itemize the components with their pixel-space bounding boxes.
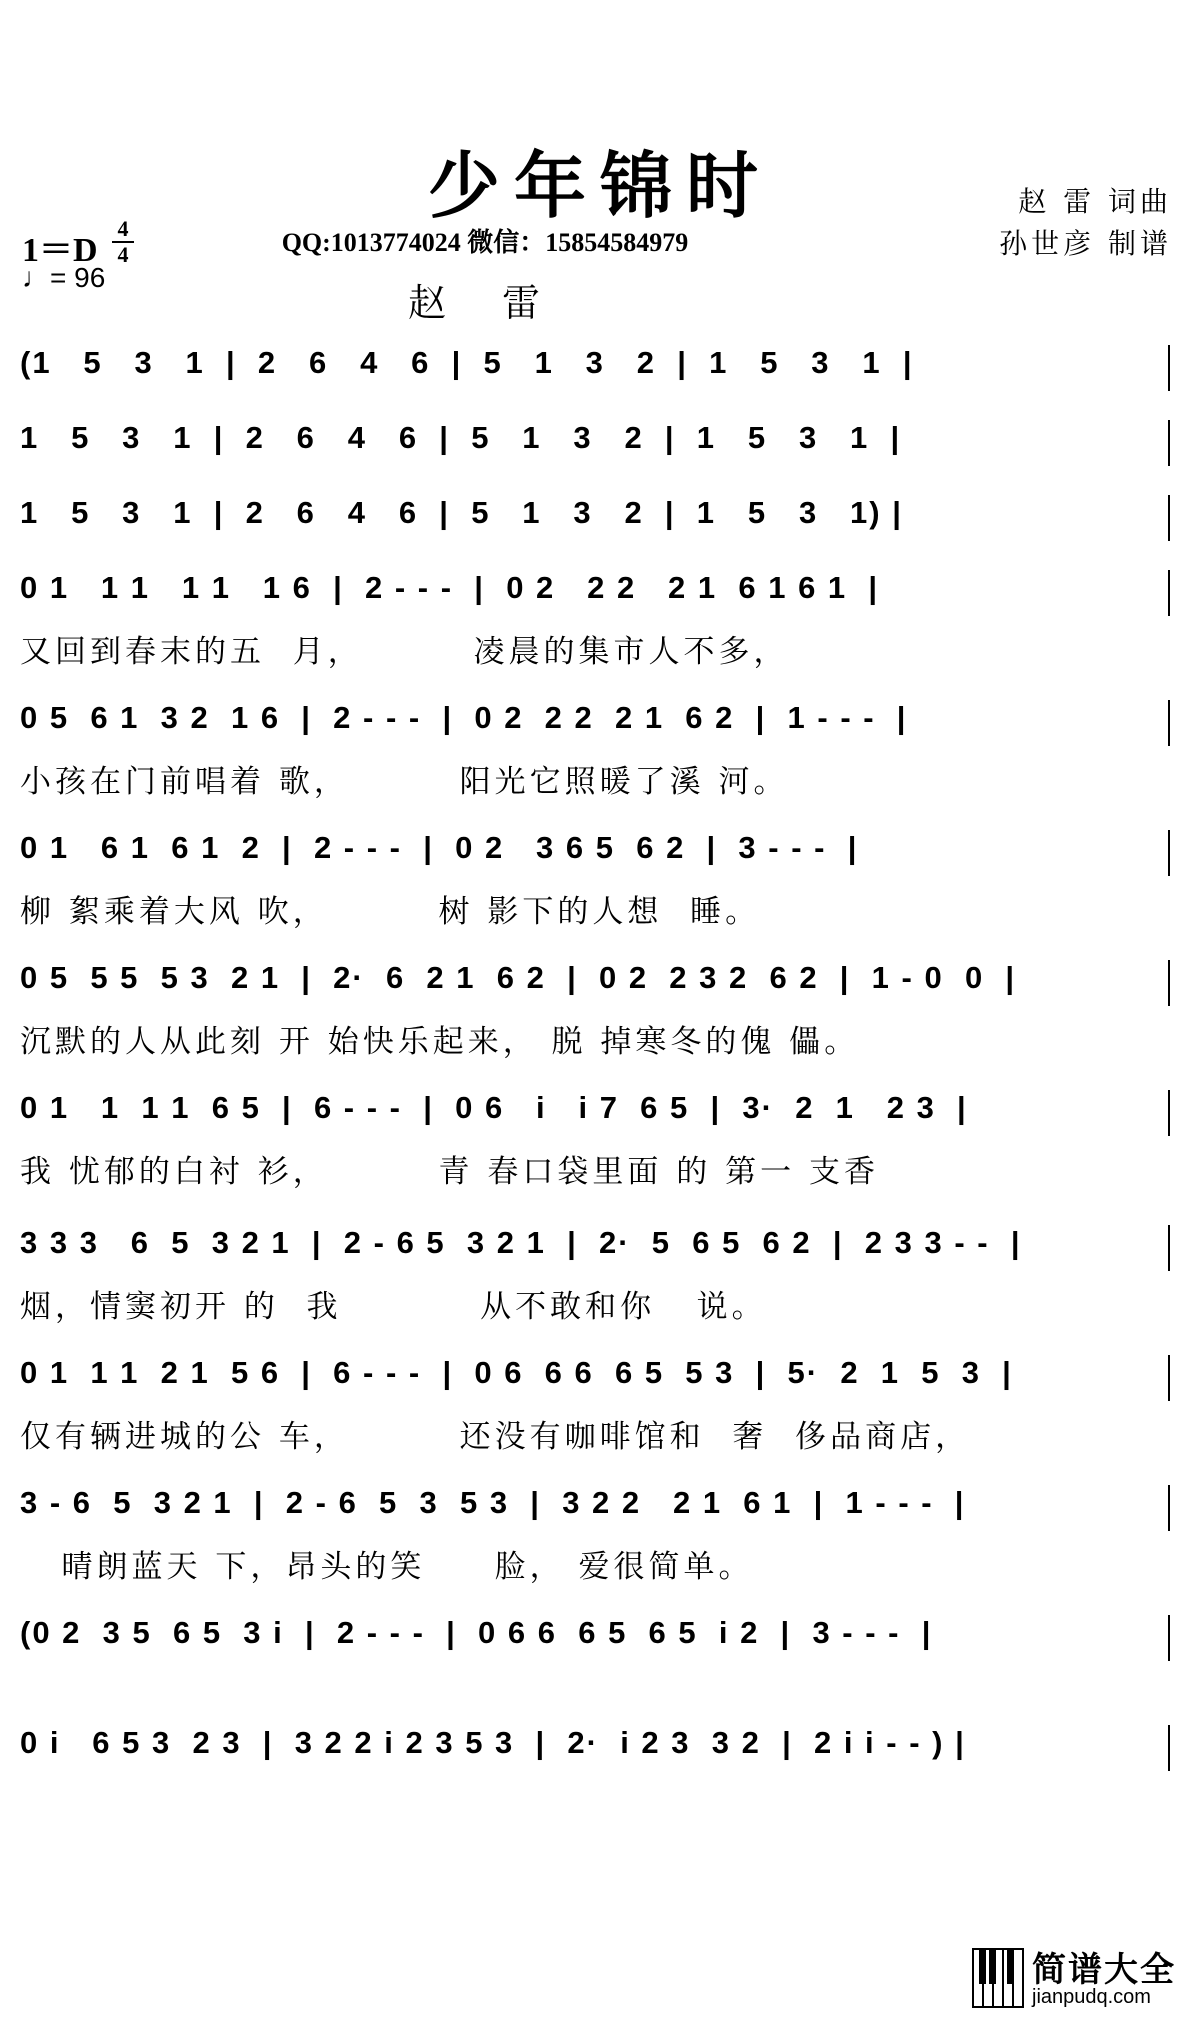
- lyric-row: 沉默的人从此刻 开 始快乐起来， 脱 掉寒冬的傀 儡。: [20, 1024, 860, 1060]
- notation-row: 0 1 1 1 1 6 5 | 6 - - - | 0 6 i i 7 6 5 | 3· 2 1 2 3 |: [20, 1090, 968, 1125]
- barline: [1168, 570, 1170, 616]
- barline: [1168, 345, 1170, 391]
- singer-name: 赵 雷: [407, 281, 563, 325]
- key-signature: 1＝D: [22, 232, 98, 269]
- song-title: 少年锦时: [427, 144, 772, 228]
- barline: [1168, 1355, 1170, 1401]
- notation-row: 3 3 3 6 5 3 2 1 | 2 - 6 5 3 2 1 | 2· 5 6 5 6 2 | 2 3 3 - - |: [20, 1225, 1022, 1260]
- tempo-marking: ♩= 96: [22, 262, 106, 293]
- barline: [1168, 1615, 1170, 1661]
- barline: [1168, 700, 1170, 746]
- notation-row: 1 5 3 1 | 2 6 4 6 | 5 1 3 2 | 1 5 3 1 |: [20, 420, 902, 455]
- notation-row: 3 - 6 5 3 2 1 | 2 - 6 5 3 5 3 | 3 2 2 2 1 6 1 | 1 - - - |: [20, 1485, 966, 1520]
- piano-icon: [972, 1948, 1024, 2008]
- barline: [1168, 1090, 1170, 1136]
- lyric-row: 柳 絮乘着大风 吹， 树 影下的人想 睡。: [20, 894, 761, 930]
- notation-row: 0 i 6 5 3 2 3 | 3 2 2 i 2 3 5 3 | 2· i 2 3 3 2 | 2 i i - - ) |: [20, 1725, 966, 1760]
- credit-composer: 赵 雷 词曲: [1018, 185, 1172, 218]
- barline: [1168, 830, 1170, 876]
- barline: [1168, 1225, 1170, 1271]
- watermark-url: jianpudq.com: [1032, 1986, 1151, 2008]
- contact-info: QQ:1013774024 微信：15854584979: [281, 228, 689, 257]
- meter-bottom: 4: [117, 242, 129, 267]
- notation-row: 0 1 1 1 1 1 1 6 | 2 - - - | 0 2 2 2 2 1 6 1 6 1 |: [20, 570, 880, 605]
- watermark-logo: [972, 1942, 1182, 2014]
- barline: [1168, 960, 1170, 1006]
- lyric-row: 仅有辆进城的公 车， 还没有咖啡馆和 奢 侈品商店，: [20, 1419, 971, 1455]
- barline: [1168, 1485, 1170, 1531]
- credit-arranger: 孙世彦 制谱: [999, 227, 1172, 260]
- lyric-row: 烟，情窦初开 的 我 从不敢和你 说。: [20, 1289, 767, 1325]
- watermark-title: 简谱大全: [1032, 1950, 1176, 1990]
- barline: [1168, 495, 1170, 541]
- notation-row: 1 5 3 1 | 2 6 4 6 | 5 1 3 2 | 1 5 3 1) |: [20, 495, 903, 530]
- lyric-row: 又回到春末的五 月， 凌晨的集市人不多，: [20, 634, 789, 670]
- notation-row: 0 5 5 5 5 3 2 1 | 2· 6 2 1 6 2 | 0 2 2 3 2 6 2 | 1 - 0 0 |: [20, 960, 1017, 995]
- barline: [1168, 420, 1170, 466]
- notation-row: (0 2 3 5 6 5 3 i | 2 - - - | 0 6 6 6 5 6 5 i 2 | 3 - - - |: [20, 1615, 933, 1650]
- lyric-row: 小孩在门前唱着 歌， 阳光它照暖了溪 河。: [20, 764, 789, 800]
- notation-row: 0 5 6 1 3 2 1 6 | 2 - - - | 0 2 2 2 2 1 6 2 | 1 - - - |: [20, 700, 908, 735]
- notation-row: 0 1 1 1 2 1 5 6 | 6 - - - | 0 6 6 6 6 5 5 3 | 5· 2 1 5 3 |: [20, 1355, 1013, 1390]
- lyric-row: 我 忧郁的白衬 衫， 青 春口袋里面 的 第一 支香: [20, 1154, 879, 1190]
- notation-row: 0 1 6 1 6 1 2 | 2 - - - | 0 2 3 6 5 6 2 | 3 - - - |: [20, 830, 859, 865]
- meter-top: 4: [117, 216, 129, 241]
- barline: [1168, 1725, 1170, 1771]
- notation-row: (1 5 3 1 | 2 6 4 6 | 5 1 3 2 | 1 5 3 1 |: [20, 345, 914, 380]
- lyric-row: 晴朗蓝天 下，昂头的笑 脸， 爱很简单。: [20, 1549, 754, 1585]
